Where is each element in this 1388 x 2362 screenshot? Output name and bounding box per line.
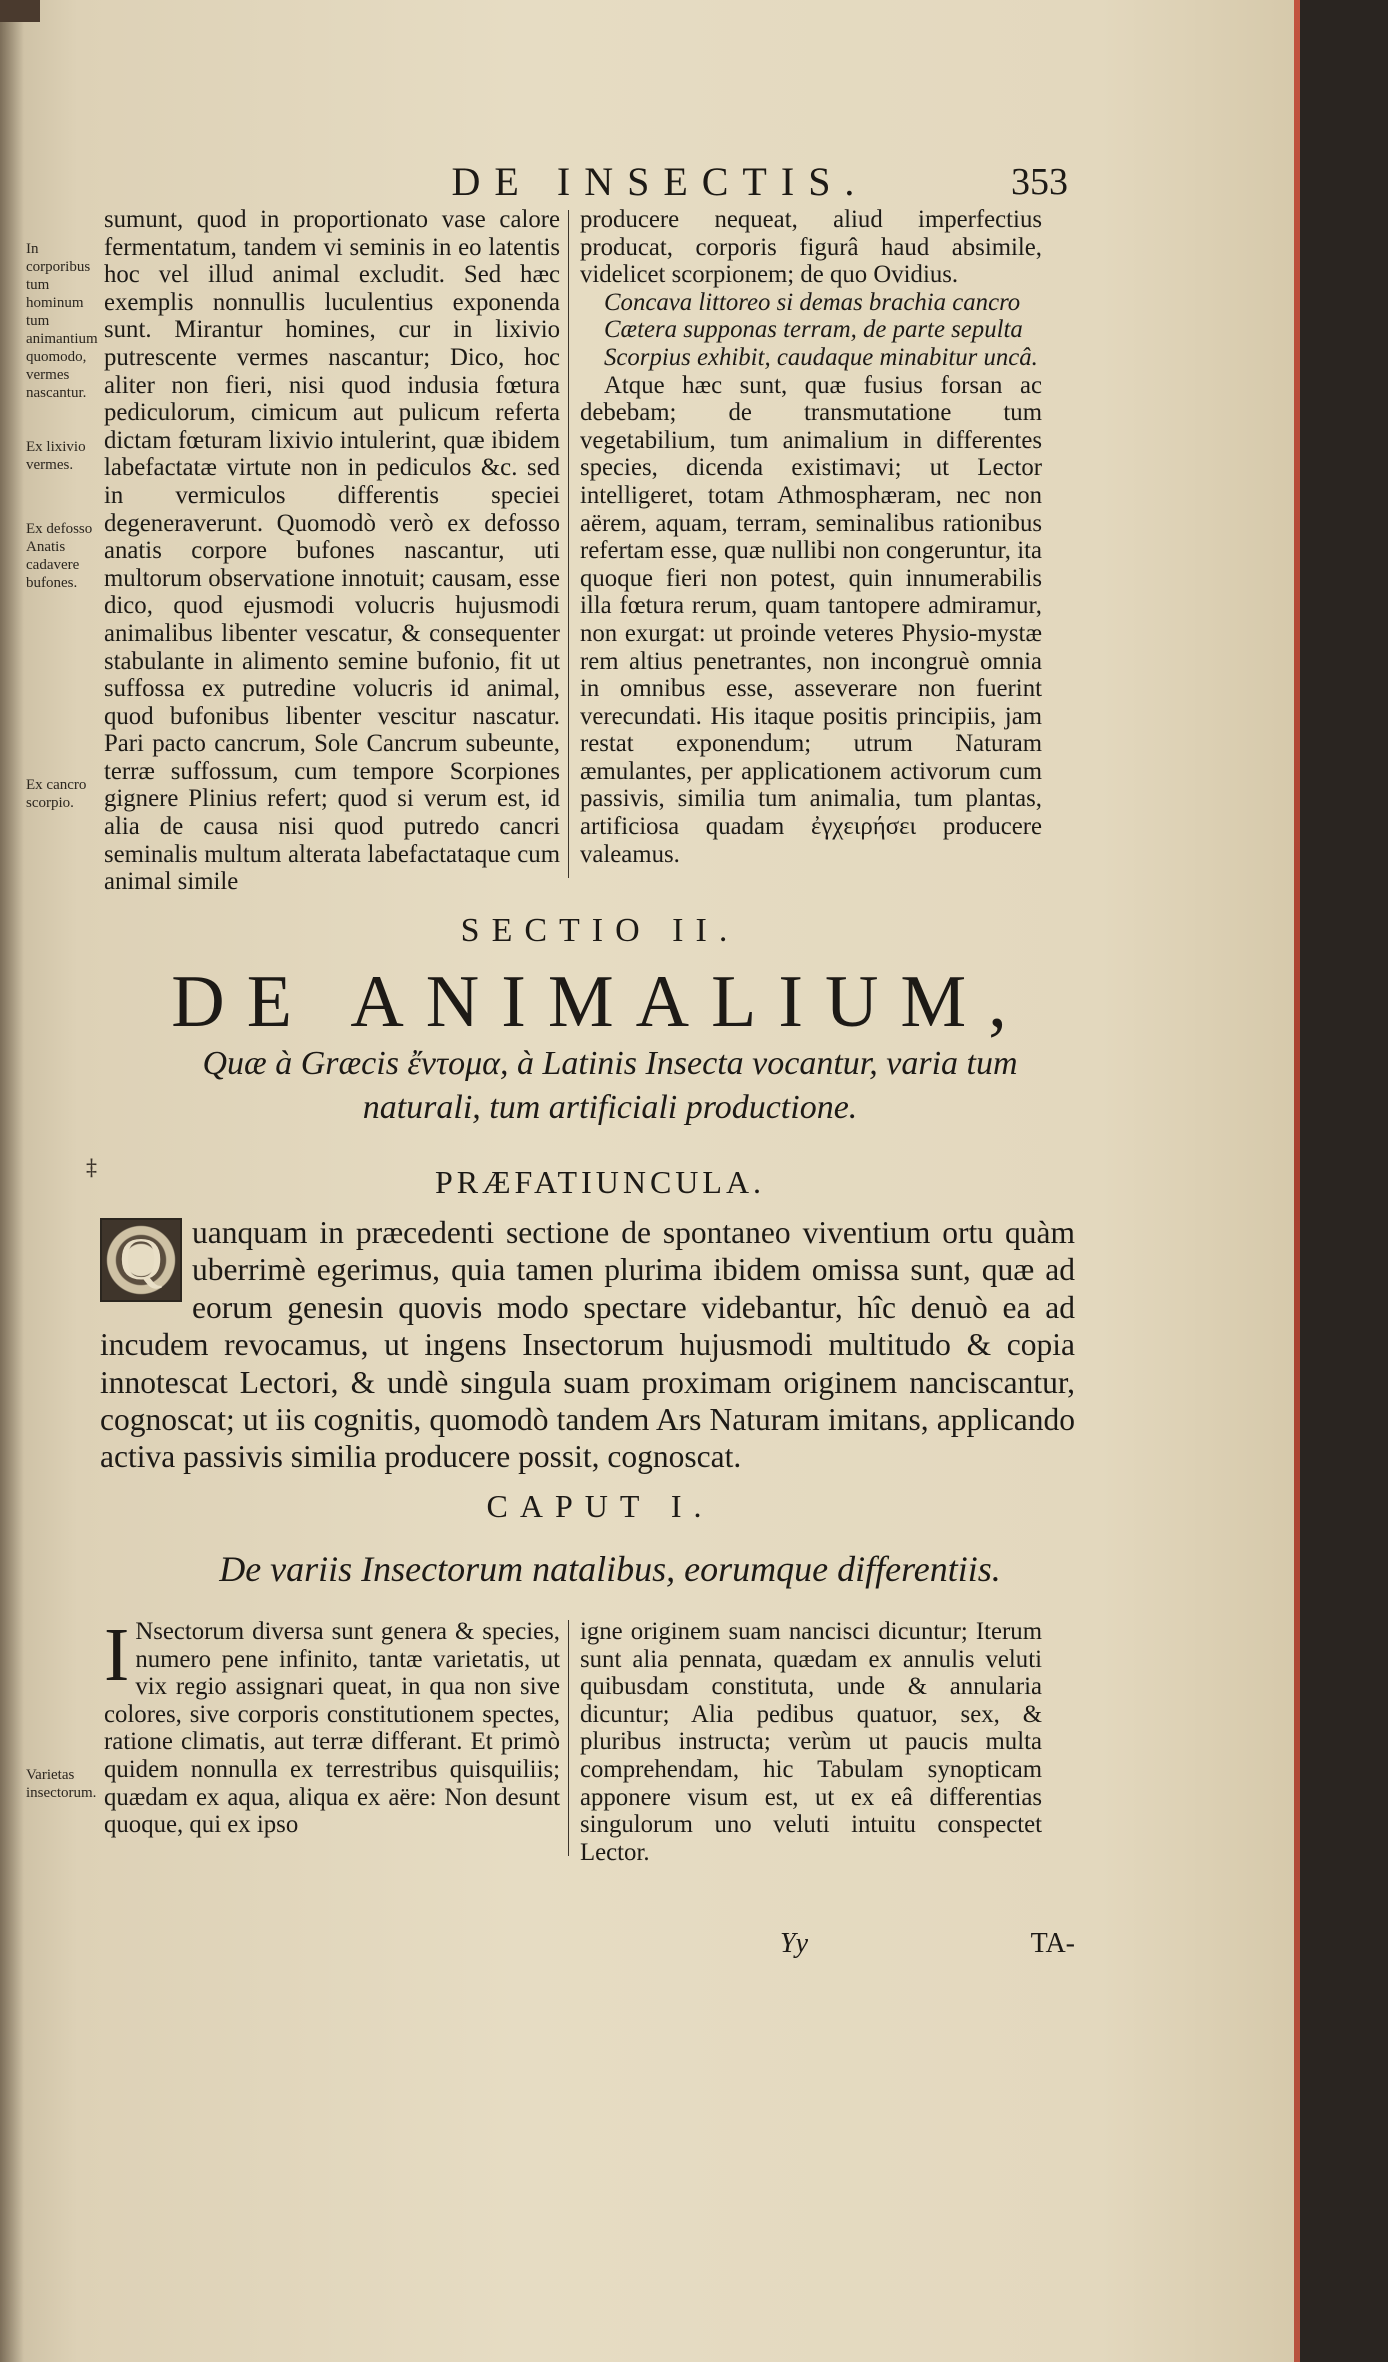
verse-line: Concava littoreo si demas brachia cancro <box>604 288 1021 316</box>
praefatiuncula-text <box>100 1214 1075 1476</box>
verse-line: Cætera supponas terram, de parte sepulta <box>604 316 1023 344</box>
signature-mark: TA- <box>1030 1928 1075 1959</box>
binding-shadow <box>0 0 24 2362</box>
body-paragraph: Nsectorum diversa sunt genera & species, numero pene infinito, tantæ varietatis, ut vix regio assignari queat, in qua non sive colores, sive corporis constitutionem spectes, ratione climatis, aut terræ differant. Et primò quidem nonnulla ex terrestribus quisquiliis; quædam ex aqua, aliqua ex aëre: Non desunt quoque, qui ex ipso <box>104 1618 560 1839</box>
marginal-note: In corporibus tum hominum tum animantium quomodo, vermes nascantur. <box>26 241 98 401</box>
top-right-column <box>580 206 1042 868</box>
column-divider <box>568 210 569 878</box>
praefatiuncula-title: PRÆFATIUNCULA. <box>434 1164 766 1200</box>
body-paragraph: producere nequeat, aliud imperfectius producat, corporis figurâ haud absimile, videlicet scorpionem; de quo Ovidius. <box>580 206 1042 289</box>
bottom-left-column <box>104 1613 560 1839</box>
chapter-label: CAPUT I. <box>486 1488 714 1524</box>
marginal-note: Ex lixivio vermes. <box>26 439 86 473</box>
bottom-right-column <box>580 1618 1042 1866</box>
marginal-note: Ex cancro scorpio. <box>26 777 87 811</box>
top-left-column <box>104 206 560 896</box>
verse-line: Scorpius exhibit, caudaque minabitur uncâ. <box>604 343 1038 371</box>
body-paragraph: Atque hæc sunt, quæ fusius forsan ac debebam; de transmutatione tum vegetabilium, tum animalium in differentes species, dicenda existimavi; ut Lector intelligeret, totam Athmosphæram, nec non aërem, aquam, terram, seminalibus rationibus refertam esse, quæ nullibi non congeruntur, ita quoque fieri non potest, quin innumerabilis illa fœtura rerum, quam tantopere admiramur, non exurgat: ut proinde veteres Physio-mystæ rem altius penetrantes, non incongruè omnia in omnibus esse, asseverare non fuerint verecundati. His itaque positis principiis, jam restat exponendum; utrum Naturam æmulantes, per applicationem activorum cum passivis, similia tum animalia, tum plantas, artificiosa quadam ἐγχειρήσει producere valeamus. <box>580 371 1042 868</box>
catchword: Yy <box>780 1928 808 1959</box>
column-divider <box>568 1620 569 1856</box>
body-paragraph: igne originem suam nancisci dicuntur; Iterum sunt alia pennata, quædam ex annulis veluti quibusdam constituta, unde & annularia dicuntur; Alia pedibus quatuor, sex, & pluribus instructa; verùm ut paucis multa comprehendam, hic Tabulam synopticam apponere visum est, ut ex eâ differentias singulorum uno veluti intuitu conspectet Lector. <box>580 1618 1042 1866</box>
marginal-note: Ex defosso Anatis cadavere bufones. <box>26 521 93 591</box>
running-head: DE INSECTIS. <box>451 159 869 204</box>
chapter-initial: I <box>104 1613 130 1697</box>
section-subtitle: Quæ à Græcis ἔντομα, à Latinis Insecta vocantur, varia tum naturali, tum artificiali productione. <box>202 1045 1018 1126</box>
marginal-note: Varietas insectorum. <box>26 1767 97 1801</box>
stray-mark: ‡ <box>86 1156 97 1181</box>
chapter-title: De variis Insectorum natalibus, eorumque differentiis. <box>219 1549 1001 1589</box>
page-number: 353 <box>1011 161 1068 203</box>
section-title: DE ANIMALIUM, <box>171 961 1029 1043</box>
page-corner <box>0 0 40 22</box>
body-paragraph: sumunt, quod in proportionato vase calore fermentatum, tandem vi seminis in eo latentis hoc vel illud animal excludit. Sed hæc exemplis nonnullis luculentius exponenda sunt. Mirantur homines, cur in lixivio putrescente vermes nascantur; Dico, hoc aliter non fieri, nisi quod indusia fœtura pediculorum, cimicum aut pulicum referta dictam fœturam lixivio intulerint, quæ ibidem labefactatæ virtute non in pediculos &c. sed in vermiculos differentis speciei degeneraverunt. Quomodò verò ex defosso anatis corpore bufones nascantur, uti multorum observatione innotuit; causam, esse dico, quod ejusmodi volucris hujusmodi animalibus libenter vescatur, & consequenter stabulante in alimento semine bufonio, fit ut suffossa ex putredine volucris id animal, quod bufonibus libenter vescitur nascatur. Pari pacto cancrum, Sole Cancrum subeunte, terræ suffossum, cum tempore Scorpiones gignere Plinius refert; quod si verum est, id alia de causa nisi quod putredo cancri seminalis multum alterata labefactataque cum animal simile <box>104 206 560 896</box>
section-label: SECTIO II. <box>460 912 740 949</box>
ornamental-initial: Q <box>100 1218 182 1302</box>
praefatiuncula-body: uanquam in præcedenti sectione de spontaneo viventium ortu quàm uberrimè egerimus, quia tamen plurima ibidem omissa sunt, quæ ad eorum genesin quovis modo spectare videbantur, hîc denuò ea ad incudem revocamus, ut ingens Insectorum hujusmodi multitudo & copia innotescat Lectori, & undè singula suam proximam originem nanciscantur, cognoscat; ut iis cognitis, quomodò tandem Ars Naturam imitans, applicando activa passivis similia producere possit, cognoscat. <box>100 1215 1075 1475</box>
